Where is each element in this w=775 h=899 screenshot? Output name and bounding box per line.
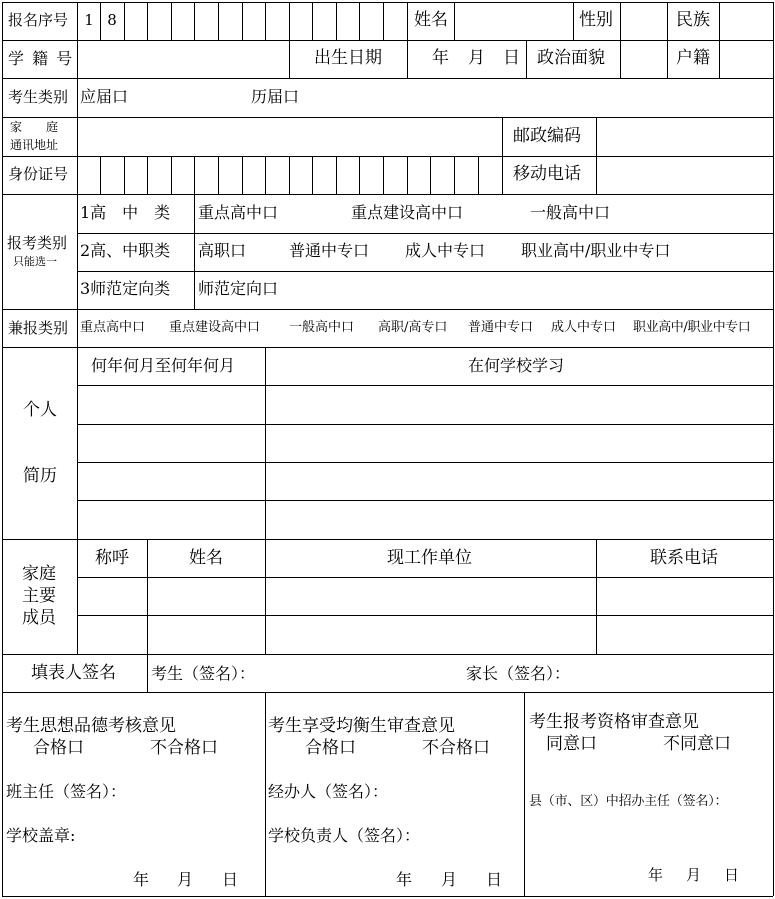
- student-id-label: 学 籍 号: [8, 49, 73, 68]
- rule: [478, 156, 479, 194]
- postcode-label: 邮政编码: [513, 126, 581, 146]
- rule: [596, 539, 597, 654]
- rule: [502, 156, 503, 194]
- mobile-label: 移动电话: [513, 164, 581, 184]
- rule: [77, 577, 773, 578]
- rule: [265, 2, 266, 40]
- rule: [77, 2, 78, 40]
- rule: [77, 194, 78, 309]
- rule: [265, 347, 266, 539]
- category-type: 3师范定向类: [80, 279, 171, 298]
- moral-review-title: 考生思想品德考核意见: [6, 716, 176, 736]
- rule: [2, 2, 3, 896]
- family-col-relation: 称呼: [95, 548, 129, 568]
- name-label: 姓名: [414, 10, 448, 30]
- rule: [312, 156, 313, 194]
- ethnicity-label: 民族: [676, 10, 710, 30]
- family-col-phone: 联系电话: [650, 548, 718, 568]
- rule: [289, 40, 290, 78]
- family-col-employer: 现工作单位: [387, 548, 472, 568]
- rule: [289, 2, 290, 40]
- address-label: 家 庭: [10, 120, 59, 134]
- additional-option[interactable]: 重点高中口: [80, 320, 146, 335]
- rule: [77, 117, 78, 156]
- agent-signature[interactable]: 经办人（签名）：: [268, 782, 389, 801]
- rule: [77, 40, 78, 78]
- rule: [667, 40, 668, 78]
- resume-label: 个人: [23, 400, 57, 420]
- category-type: 2高、中职类: [80, 241, 171, 260]
- rule: [2, 78, 773, 79]
- category-option[interactable]: 一般高中口: [530, 203, 611, 222]
- fresh-graduate-option[interactable]: 应届口: [80, 87, 129, 106]
- rule: [430, 156, 431, 194]
- address-label: 通讯地址: [10, 138, 59, 152]
- qualification-review-title: 考生报考资格审查意见: [529, 712, 699, 732]
- rule: [2, 2, 773, 3]
- rule: [77, 462, 773, 463]
- additional-category-label: 兼报类别: [8, 319, 69, 337]
- qualification-agree-option[interactable]: 同意口: [546, 734, 597, 754]
- qualification-disagree-option[interactable]: 不同意口: [663, 734, 731, 754]
- additional-option[interactable]: 成人中专口: [551, 320, 617, 335]
- student-signature[interactable]: 考生（签名）：: [151, 664, 256, 683]
- rule: [77, 539, 78, 654]
- rule: [773, 2, 774, 896]
- rule: [454, 156, 455, 194]
- rule: [77, 500, 773, 501]
- family-col-name: 姓名: [189, 548, 223, 568]
- rule: [620, 40, 621, 78]
- rule: [2, 194, 773, 195]
- exam-category-label: 报考类别: [7, 234, 68, 252]
- rule: [526, 40, 527, 78]
- rule: [100, 156, 101, 194]
- head-teacher-signature[interactable]: 班主任（签名）：: [6, 782, 127, 801]
- rule: [620, 2, 621, 40]
- resume-col-school: 在何学校学习: [468, 356, 565, 375]
- rule: [383, 2, 384, 40]
- previous-graduate-option[interactable]: 历届口: [251, 87, 300, 106]
- category-type: 1高 中 类: [80, 203, 171, 222]
- rule: [77, 347, 78, 539]
- birth-day-label: 日: [503, 48, 520, 68]
- date-month: 月: [441, 870, 458, 889]
- rule: [383, 156, 384, 194]
- rule: [2, 896, 773, 897]
- rule: [2, 347, 773, 348]
- category-option[interactable]: 成人中专口: [405, 241, 486, 260]
- rule: [77, 309, 78, 347]
- category-option[interactable]: 高职口: [198, 241, 247, 260]
- additional-option[interactable]: 重点建设高中口: [169, 320, 261, 335]
- rule: [2, 156, 773, 157]
- rule: [2, 309, 773, 310]
- rule: [2, 654, 773, 655]
- rule: [502, 117, 503, 156]
- rule: [336, 156, 337, 194]
- date-year: 年: [133, 870, 150, 889]
- reg-no-label: 报名序号: [8, 11, 69, 29]
- balanced-review-title: 考生享受均衡生审查意见: [268, 716, 455, 736]
- rule: [77, 424, 773, 425]
- rule: [77, 156, 78, 194]
- school-seal[interactable]: 学校盖章:: [6, 826, 76, 845]
- rule: [359, 156, 360, 194]
- category-option[interactable]: 职业高中/职业中专口: [521, 241, 671, 260]
- date-month: 月: [177, 870, 194, 889]
- principal-signature[interactable]: 学校负责人（签名）：: [268, 826, 421, 845]
- rule: [407, 40, 408, 78]
- rule: [2, 692, 773, 693]
- rule: [171, 2, 172, 40]
- rule: [312, 2, 313, 40]
- rule: [265, 156, 266, 194]
- birth-month-label: 月: [468, 48, 485, 68]
- rule: [454, 2, 455, 40]
- rule: [218, 156, 219, 194]
- rule: [194, 156, 195, 194]
- rule: [77, 78, 78, 117]
- rule: [524, 692, 525, 896]
- rule: [147, 2, 148, 40]
- rule: [242, 2, 243, 40]
- rule: [100, 2, 101, 40]
- category-option[interactable]: 普通中专口: [289, 241, 370, 260]
- resume-label: 简历: [23, 466, 57, 486]
- category-option[interactable]: 重点高中口: [198, 203, 279, 222]
- parent-signature[interactable]: 家长（签名）：: [466, 664, 571, 683]
- reg-no-digit[interactable]: 8: [107, 11, 117, 29]
- date-day: 日: [724, 866, 740, 884]
- political-label: 政治面貌: [537, 48, 605, 68]
- additional-option[interactable]: 普通中专口: [468, 320, 534, 335]
- rule: [265, 692, 266, 896]
- rule: [265, 539, 266, 654]
- rule: [2, 40, 773, 41]
- date-month: 月: [686, 866, 702, 884]
- date-year: 年: [648, 866, 664, 884]
- household-label: 户籍: [676, 48, 710, 68]
- rule: [719, 40, 720, 78]
- rule: [171, 156, 172, 194]
- birth-year-label: 年: [432, 48, 449, 68]
- rule: [667, 2, 668, 40]
- date-day: 日: [222, 870, 239, 889]
- rule: [124, 2, 125, 40]
- rule: [407, 2, 408, 40]
- rule: [147, 654, 148, 692]
- rule: [77, 615, 773, 616]
- id-number-label: 身份证号: [8, 165, 69, 183]
- rule: [596, 117, 597, 156]
- rule: [194, 194, 195, 309]
- additional-option[interactable]: 一般高中口: [289, 320, 355, 335]
- rule: [194, 2, 195, 40]
- rule: [2, 539, 773, 540]
- rule: [124, 156, 125, 194]
- exam-category-note: 只能选一: [13, 255, 57, 268]
- family-label: 成员: [22, 608, 56, 628]
- balanced-pass-option[interactable]: 合格口: [305, 738, 356, 758]
- gender-label: 性别: [579, 10, 613, 30]
- rule: [242, 156, 243, 194]
- rule: [77, 233, 773, 234]
- resume-col-period: 何年何月至何年何月: [91, 356, 236, 375]
- rule: [336, 2, 337, 40]
- date-year: 年: [396, 870, 413, 889]
- moral-fail-option[interactable]: 不合格口: [150, 738, 218, 758]
- rule: [147, 156, 148, 194]
- family-label: 主要: [22, 586, 56, 606]
- rule: [573, 2, 574, 40]
- rule: [218, 2, 219, 40]
- rule: [596, 156, 597, 194]
- additional-option[interactable]: 高职/高专口: [378, 320, 448, 335]
- category-option[interactable]: 师范定向口: [198, 279, 279, 298]
- director-signature[interactable]: 县（市、区）中招办主任（签名）：: [529, 794, 728, 809]
- balanced-fail-option[interactable]: 不合格口: [422, 738, 490, 758]
- rule: [407, 156, 408, 194]
- date-day: 日: [486, 870, 503, 889]
- category-label: 考生类别: [8, 88, 69, 106]
- filler-signature-label: 填表人签名: [31, 663, 116, 683]
- rule: [719, 2, 720, 40]
- rule: [359, 2, 360, 40]
- rule: [289, 156, 290, 194]
- category-option[interactable]: 重点建设高中口: [351, 203, 464, 222]
- moral-pass-option[interactable]: 合格口: [33, 738, 84, 758]
- rule: [77, 385, 773, 386]
- family-label: 家庭: [22, 564, 56, 584]
- rule: [77, 271, 773, 272]
- birth-date-label: 出生日期: [314, 48, 382, 68]
- rule: [147, 539, 148, 654]
- rule: [2, 117, 773, 118]
- additional-option[interactable]: 职业高中/职业中专口: [633, 320, 751, 335]
- reg-no-digit[interactable]: 1: [84, 11, 94, 29]
